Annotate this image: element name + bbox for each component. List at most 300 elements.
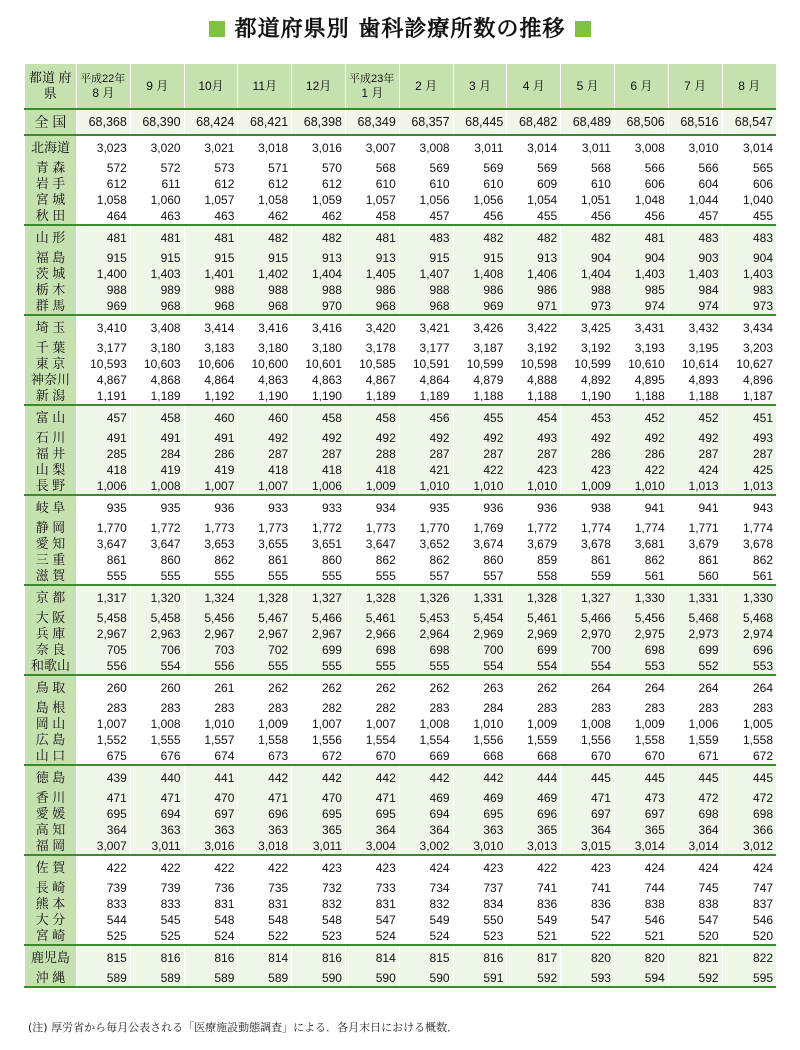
clinic-count-cell: 968 [238,298,292,315]
clinic-count-cell: 524 [399,928,453,945]
clinic-count-cell: 974 [668,298,722,315]
clinic-count-cell: 1,008 [130,716,184,732]
prefecture-name: 香 川 [25,790,77,806]
clinic-count-cell: 553 [722,658,776,675]
prefecture-name: 大 阪 [25,610,77,626]
table-row [25,372,777,388]
clinic-count-cell: 10,627 [722,356,776,372]
clinic-count-cell: 988 [238,282,292,298]
clinic-count-cell: 610 [345,176,399,192]
clinic-count-cell: 523 [453,928,507,945]
clinic-count-cell: 569 [453,160,507,176]
clinic-count-cell: 260 [77,675,131,700]
header-month-label: 8 月 [92,86,115,100]
clinic-count-cell: 3,178 [345,340,399,356]
clinic-count-cell: 421 [399,462,453,478]
clinic-count-cell: 3,007 [345,135,399,160]
header-row [25,64,777,109]
clinic-count-cell: 831 [238,896,292,912]
clinic-count-cell: 422 [507,855,561,880]
clinic-count-cell: 365 [292,822,346,838]
clinic-count-cell: 861 [668,552,722,568]
clinic-count-cell: 483 [668,225,722,250]
clinic-count-cell: 482 [292,225,346,250]
prefecture-name: 大 分 [25,912,77,928]
clinic-count-cell: 492 [399,430,453,446]
clinic-count-cell: 524 [345,928,399,945]
clinic-count-cell: 695 [453,806,507,822]
clinic-count-cell: 1,774 [561,520,615,536]
clinic-count-cell: 832 [292,896,346,912]
clinic-count-cell: 1,328 [238,585,292,610]
clinic-count-cell: 572 [77,160,131,176]
clinic-count-cell: 3,177 [399,340,453,356]
clinic-count-cell: 816 [184,945,238,970]
prefecture-name: 石 川 [25,430,77,446]
clinic-count-cell: 1,190 [238,388,292,405]
clinic-count-cell: 423 [292,855,346,880]
clinic-count-cell: 493 [507,430,561,446]
clinic-count-cell: 1,188 [614,388,668,405]
clinic-count-cell: 1,558 [614,732,668,748]
clinic-count-cell: 969 [77,298,131,315]
clinic-count-cell: 1,009 [238,716,292,732]
clinic-count-cell: 612 [184,176,238,192]
clinic-count-cell: 3,187 [453,340,507,356]
clinic-count-cell: 10,585 [345,356,399,372]
clinic-count-cell: 419 [184,462,238,478]
clinic-count-cell: 3,018 [238,135,292,160]
clinic-count-cell: 915 [399,250,453,266]
clinic-count-cell: 968 [130,298,184,315]
clinic-count-cell: 2,967 [184,626,238,642]
clinic-count-cell: 3,426 [453,315,507,340]
header-month [184,64,238,109]
clinic-count-cell: 1,009 [561,478,615,495]
clinic-count-cell: 1,326 [399,585,453,610]
header-prefecture-label: 都道 府県 [28,70,72,101]
clinic-count-cell: 3,014 [507,135,561,160]
clinic-count-cell: 547 [668,912,722,928]
prefecture-name: 全 国 [25,109,77,135]
clinic-count-cell: 558 [507,568,561,585]
clinic-count-cell: 1,192 [184,388,238,405]
clinic-count-cell: 520 [668,928,722,945]
clinic-count-cell: 3,018 [238,838,292,855]
clinic-count-cell: 458 [345,405,399,430]
clinic-count-cell: 559 [561,568,615,585]
clinic-count-cell: 283 [722,700,776,716]
clinic-count-cell: 492 [614,430,668,446]
clinic-count-cell: 456 [399,405,453,430]
clinic-count-cell: 1,320 [130,585,184,610]
clinic-count-cell: 3,020 [130,135,184,160]
clinic-count-cell: 970 [292,298,346,315]
clinic-count-cell: 458 [130,405,184,430]
clinic-count-cell: 904 [561,250,615,266]
clinic-count-cell: 936 [507,495,561,520]
clinic-count-cell: 672 [292,748,346,765]
clinic-count-cell: 283 [238,700,292,716]
prefecture-name: 愛 媛 [25,806,77,822]
clinic-count-cell: 548 [184,912,238,928]
clinic-count-cell: 424 [399,855,453,880]
clinic-count-cell: 549 [507,912,561,928]
clinic-count-cell: 418 [77,462,131,478]
clinic-count-cell: 984 [668,282,722,298]
clinic-count-cell: 422 [77,855,131,880]
clinic-count-cell: 557 [453,568,507,585]
clinic-count-cell: 3,653 [184,536,238,552]
prefecture-name: 青 森 [25,160,77,176]
clinic-count-cell: 364 [77,822,131,838]
clinic-count-cell: 284 [453,700,507,716]
clinic-count-cell: 3,177 [77,340,131,356]
table-row [25,822,777,838]
table-row [25,298,777,315]
table-row [25,208,777,225]
clinic-count-cell: 936 [453,495,507,520]
clinic-count-cell: 557 [399,568,453,585]
table-row [25,176,777,192]
table-row [25,896,777,912]
clinic-count-cell: 831 [184,896,238,912]
clinic-count-cell: 698 [668,806,722,822]
header-month [345,64,399,109]
clinic-count-cell: 1,006 [668,716,722,732]
prefecture-name: 愛 知 [25,536,77,552]
clinic-count-cell: 492 [345,430,399,446]
clinic-count-cell: 481 [345,225,399,250]
clinic-count-cell: 442 [453,765,507,790]
clinic-count-cell: 3,014 [722,135,776,160]
clinic-count-cell: 860 [130,552,184,568]
clinic-count-cell: 833 [130,896,184,912]
clinic-count-cell: 288 [345,446,399,462]
clinic-count-cell: 669 [399,748,453,765]
clinic-count-cell: 3,015 [561,838,615,855]
clinic-count-cell: 566 [668,160,722,176]
clinic-count-cell: 4,867 [345,372,399,388]
clinic-count-cell: 4,895 [614,372,668,388]
clinic-count-cell: 983 [722,282,776,298]
green-square-icon [575,21,591,37]
clinic-count-cell: 5,466 [292,610,346,626]
clinic-count-cell: 671 [668,748,722,765]
clinic-count-cell: 988 [561,282,615,298]
clinic-count-cell: 860 [292,552,346,568]
clinic-count-cell: 592 [668,970,722,987]
clinic-count-cell: 1,189 [130,388,184,405]
clinic-count-cell: 3,203 [722,340,776,356]
clinic-count-cell: 3,678 [722,536,776,552]
table-body [25,109,777,987]
clinic-count-cell: 672 [722,748,776,765]
clinic-count-cell: 452 [668,405,722,430]
prefecture-name: 岩 手 [25,176,77,192]
clinic-count-cell: 1,008 [130,478,184,495]
table-row [25,340,777,356]
clinic-count-cell: 1,559 [507,732,561,748]
clinic-count-cell: 1,007 [292,716,346,732]
clinic-count-cell: 424 [668,855,722,880]
clinic-count-cell: 491 [77,430,131,446]
clinic-count-cell: 5,454 [453,610,507,626]
header-era: 平成23年 [348,73,395,85]
clinic-count-cell: 1,554 [345,732,399,748]
clinic-count-cell: 547 [561,912,615,928]
clinic-count-cell: 1,403 [722,266,776,282]
clinic-count-cell: 5,458 [77,610,131,626]
clinic-count-cell: 1,403 [668,266,722,282]
header-month [130,64,184,109]
table-row [25,855,777,880]
clinic-count-cell: 492 [238,430,292,446]
clinic-count-cell: 933 [238,495,292,520]
clinic-count-cell: 286 [614,446,668,462]
clinic-count-cell: 482 [561,225,615,250]
clinic-count-cell: 861 [561,552,615,568]
clinic-count-cell: 737 [453,880,507,896]
clinic-count-cell: 472 [722,790,776,806]
clinic-count-cell: 282 [345,700,399,716]
clinic-count-cell: 904 [614,250,668,266]
clinic-count-cell: 287 [507,446,561,462]
clinic-count-cell: 287 [399,446,453,462]
prefecture-name: 北海道 [25,135,77,160]
clinic-count-cell: 5,456 [184,610,238,626]
clinic-count-cell: 68,424 [184,109,238,135]
clinic-count-cell: 445 [722,765,776,790]
clinic-count-cell: 3,422 [507,315,561,340]
clinic-count-cell: 934 [345,495,399,520]
clinic-count-cell: 366 [722,822,776,838]
clinic-count-cell: 363 [453,822,507,838]
clinic-count-cell: 285 [77,446,131,462]
clinic-count-cell: 522 [238,928,292,945]
clinic-count-cell: 915 [453,250,507,266]
clinic-count-cell: 2,970 [561,626,615,642]
clinic-count-cell: 699 [292,642,346,658]
clinic-count-cell: 4,864 [184,372,238,388]
clinic-count-cell: 470 [184,790,238,806]
clinic-count-cell: 1,330 [614,585,668,610]
clinic-count-cell: 1,327 [292,585,346,610]
table-row [25,970,777,987]
clinic-count-cell: 444 [507,765,561,790]
clinic-count-cell: 423 [507,462,561,478]
clinic-count-cell: 569 [399,160,453,176]
clinic-count-cell: 3,192 [561,340,615,356]
prefecture-name: 広 島 [25,732,77,748]
clinic-count-cell: 569 [507,160,561,176]
clinic-count-cell: 462 [238,208,292,225]
clinic-count-cell: 262 [399,675,453,700]
clinic-count-cell: 1,187 [722,388,776,405]
clinic-count-cell: 821 [668,945,722,970]
clinic-count-cell: 364 [399,822,453,838]
clinic-count-cell: 10,606 [184,356,238,372]
clinic-count-cell: 1,056 [399,192,453,208]
clinic-count-cell: 1,009 [614,716,668,732]
clinic-count-cell: 1,060 [130,192,184,208]
clinic-count-cell: 68,390 [130,109,184,135]
clinic-count-cell: 262 [292,675,346,700]
clinic-count-cell: 988 [77,282,131,298]
clinic-count-cell: 283 [561,700,615,716]
clinic-count-cell: 555 [238,568,292,585]
clinic-count-cell: 1,051 [561,192,615,208]
clinic-count-cell: 700 [453,642,507,658]
table-row [25,446,777,462]
clinic-count-cell: 442 [292,765,346,790]
clinic-count-cell: 986 [345,282,399,298]
clinic-count-cell: 439 [77,765,131,790]
clinic-count-cell: 3,681 [614,536,668,552]
clinic-count-cell: 481 [130,225,184,250]
clinic-count-cell: 491 [184,430,238,446]
clinic-count-cell: 2,967 [238,626,292,642]
clinic-count-cell: 3,647 [130,536,184,552]
clinic-count-cell: 612 [77,176,131,192]
clinic-count-cell: 545 [130,912,184,928]
prefecture-name: 三 重 [25,552,77,568]
clinic-count-cell: 422 [238,855,292,880]
clinic-count-cell: 986 [453,282,507,298]
clinic-count-cell: 676 [130,748,184,765]
clinic-count-cell: 363 [184,822,238,838]
clinic-count-cell: 3,010 [453,838,507,855]
clinic-count-cell: 10,598 [507,356,561,372]
clinic-count-cell: 10,593 [77,356,131,372]
header-month-label: 7 月 [684,79,707,93]
clinic-count-cell: 968 [399,298,453,315]
clinic-count-cell: 520 [722,928,776,945]
clinic-count-cell: 5,466 [561,610,615,626]
clinic-count-cell: 695 [77,806,131,822]
clinic-count-cell: 1,327 [561,585,615,610]
clinic-count-cell: 1,010 [453,478,507,495]
table-row [25,536,777,552]
clinic-count-cell: 283 [507,700,561,716]
clinic-count-cell: 604 [668,176,722,192]
clinic-count-cell: 1,013 [722,478,776,495]
clinic-count-cell: 1,048 [614,192,668,208]
table-row [25,642,777,658]
clinic-count-cell: 822 [722,945,776,970]
clinic-count-cell: 262 [238,675,292,700]
header-month [292,64,346,109]
clinic-count-cell: 68,506 [614,109,668,135]
clinic-count-cell: 2,969 [453,626,507,642]
clinic-count-cell: 989 [130,282,184,298]
clinic-count-cell: 670 [345,748,399,765]
clinic-count-cell: 565 [722,160,776,176]
clinic-count-cell: 3,678 [561,536,615,552]
clinic-count-cell: 442 [399,765,453,790]
header-month-label: 9 月 [146,79,169,93]
clinic-count-cell: 481 [614,225,668,250]
clinic-count-cell: 4,864 [399,372,453,388]
clinic-count-cell: 589 [130,970,184,987]
clinic-count-cell: 595 [722,970,776,987]
clinic-count-cell: 68,516 [668,109,722,135]
clinic-count-cell: 425 [722,462,776,478]
clinic-count-cell: 68,445 [453,109,507,135]
clinic-count-cell: 3,431 [614,315,668,340]
table-row [25,748,777,765]
clinic-count-cell: 462 [292,208,346,225]
clinic-count-cell: 555 [399,658,453,675]
clinic-count-cell: 1,009 [507,716,561,732]
clinic-count-cell: 1,006 [292,478,346,495]
clinic-count-cell: 286 [561,446,615,462]
clinic-count-cell: 1,040 [722,192,776,208]
clinic-count-cell: 554 [453,658,507,675]
prefecture-name: 沖 縄 [25,970,77,987]
clinic-count-cell: 862 [399,552,453,568]
clinic-count-cell: 560 [668,568,722,585]
prefecture-name: 栃 木 [25,282,77,298]
clinic-count-cell: 524 [184,928,238,945]
prefecture-name: 埼 玉 [25,315,77,340]
clinic-count-cell: 283 [668,700,722,716]
clinic-count-cell: 697 [614,806,668,822]
clinic-count-cell: 440 [130,765,184,790]
clinic-count-cell: 838 [668,896,722,912]
clinic-count-cell: 471 [77,790,131,806]
clinic-count-cell: 469 [399,790,453,806]
clinic-count-cell: 424 [614,855,668,880]
clinic-count-cell: 3,679 [668,536,722,552]
clinic-count-cell: 3,193 [614,340,668,356]
clinic-count-cell: 943 [722,495,776,520]
clinic-count-cell: 522 [561,928,615,945]
header-month [561,64,615,109]
clinic-count-cell: 3,014 [668,838,722,855]
clinic-count-cell: 10,610 [614,356,668,372]
clinic-count-cell: 814 [238,945,292,970]
clinic-count-cell: 546 [722,912,776,928]
clinic-count-cell: 594 [614,970,668,987]
clinic-count-cell: 286 [184,446,238,462]
clinic-count-cell: 832 [399,896,453,912]
clinic-count-cell: 555 [345,568,399,585]
clinic-count-cell: 5,456 [614,610,668,626]
header-month [668,64,722,109]
clinic-count-cell: 1,774 [614,520,668,536]
table-row [25,266,777,282]
clinic-count-cell: 915 [130,250,184,266]
clinic-count-cell: 546 [614,912,668,928]
clinic-count-cell: 554 [507,658,561,675]
clinic-count-cell: 698 [722,806,776,822]
clinic-count-cell: 1,324 [184,585,238,610]
clinic-count-cell: 492 [453,430,507,446]
clinic-count-cell: 1,191 [77,388,131,405]
clinic-count-cell: 2,967 [77,626,131,642]
clinic-count-cell: 544 [77,912,131,928]
clinic-count-cell: 816 [453,945,507,970]
clinic-count-cell: 283 [614,700,668,716]
clinic-count-cell: 833 [77,896,131,912]
clinic-count-cell: 548 [238,912,292,928]
header-month [507,64,561,109]
clinic-count-cell: 5,458 [130,610,184,626]
clinic-count-cell: 973 [561,298,615,315]
clinic-count-cell: 1,401 [184,266,238,282]
clinic-count-cell: 3,180 [238,340,292,356]
